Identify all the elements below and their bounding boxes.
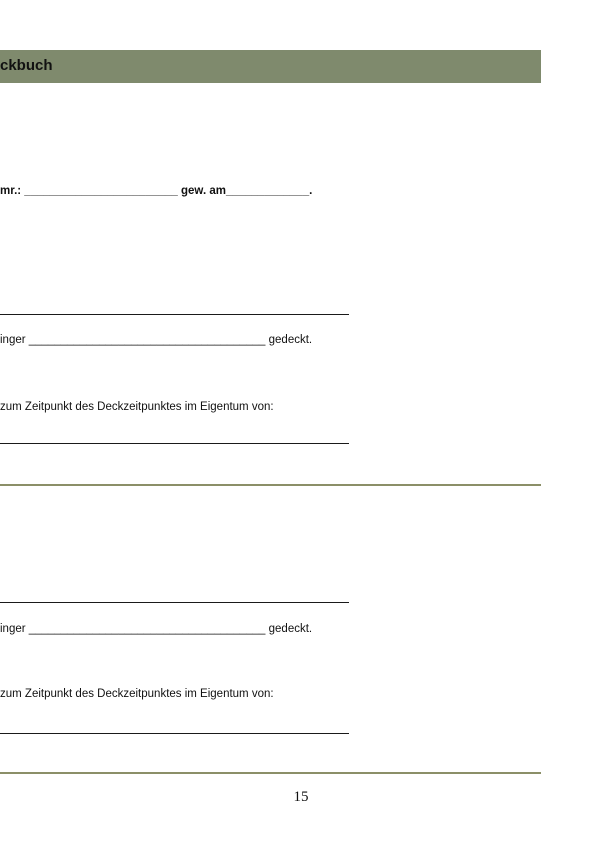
ringer-suffix-2: gedeckt. — [268, 623, 313, 635]
weighed-date-blank: _____________. — [225, 185, 313, 197]
record-number-blank: ________________________ — [24, 185, 178, 197]
ringer-blank-2: _____________________________________ — [28, 623, 266, 635]
owner-text-1: zum Zeitpunkt des Deckzeitpunktes im Eigentum von: — [0, 401, 274, 413]
ringer-prefix-1: inger — [0, 334, 26, 346]
section-header-bar — [0, 50, 541, 83]
record-number-label: mr.: — [0, 185, 22, 197]
owner-blank-line-1 — [0, 443, 349, 444]
ringer-prefix-2: inger — [0, 623, 26, 635]
weighed-date-label: gew. am — [181, 185, 226, 197]
blank-line-2 — [0, 602, 349, 603]
section-divider-1 — [0, 484, 541, 486]
owner-text-2: zum Zeitpunkt des Deckzeitpunktes im Eigentum von: — [0, 688, 274, 700]
blank-line-1 — [0, 314, 349, 315]
ringer-blank-1: _____________________________________ — [28, 334, 266, 346]
ringer-line-1 — [0, 333, 312, 347]
page-number: 15 — [293, 789, 309, 805]
section-header-title: ckbuch — [0, 57, 53, 74]
owner-blank-line-2 — [0, 733, 349, 734]
record-number-line — [0, 184, 312, 198]
section-divider-2 — [0, 772, 541, 774]
ringer-suffix-1: gedeckt. — [268, 334, 313, 346]
ringer-line-2 — [0, 622, 312, 636]
